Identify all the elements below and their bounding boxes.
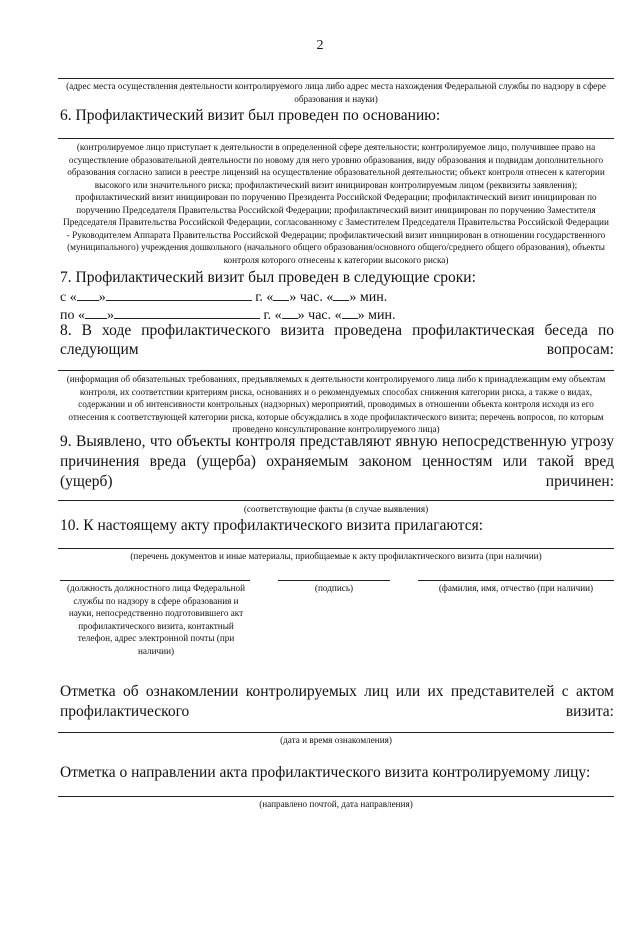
familiarization-caption: (дата и время ознакомления) [280, 735, 392, 745]
section-10-heading: 10. К настоящему акту профилактического визита прилагаются: [60, 517, 484, 534]
sending-line [58, 796, 614, 797]
name-caption: (фамилия, имя, отчество (при наличии) [438, 583, 594, 593]
familiarization-line [58, 732, 614, 733]
to-minute-mark: » мин. [357, 308, 396, 323]
section-9-caption: (соответствующие факты (в случае выявления) [243, 504, 429, 514]
position-caption: (должность должностного лица Федеральной службы по надзору в сфере образования и науки, непосредственно подготовившего акт профилактического визита, контактный телефон, адрес электронной почты (при наличии) [66, 583, 246, 656]
from-minute-field[interactable] [333, 287, 349, 301]
from-minute-mark: » мин. [349, 290, 388, 305]
from-year-mark: г. « [255, 290, 274, 305]
sending-heading: Отметка о направлении акта профилактического визита контролируемому лицу: [60, 764, 591, 781]
to-hour-mark: » час. « [297, 308, 342, 323]
section-10-caption: (перечень документов и иные материалы, приобщаемые к акту профилактического визита (при наличии) [130, 551, 542, 561]
address-caption: (адрес места осуществления деятельности контролируемого лица либо адрес места нахождения Федеральной службы по надзору в сфере образования и науки) [66, 81, 606, 104]
sending-caption: (направлено почтой, дата направления) [259, 799, 413, 809]
section-9-line [58, 500, 614, 501]
signature-line [278, 580, 390, 581]
from-quote: » [98, 290, 106, 305]
to-prefix: по « [60, 308, 85, 323]
from-month-year-field[interactable] [106, 287, 252, 301]
name-line [418, 580, 614, 581]
signature-caption: (подпись) [314, 583, 354, 593]
from-hour-mark: » час. « [289, 290, 334, 305]
period-from-row [60, 287, 387, 307]
section-10-line [58, 548, 614, 549]
section-6-line [58, 138, 614, 139]
familiarization-heading: Отметка об ознакомлении контролируемых лиц или их представителей с актом профилактического визита: [60, 683, 614, 720]
to-day-field[interactable] [85, 305, 107, 319]
section-7-heading: 7. Профилактический визит был проведен в следующие сроки: [60, 269, 476, 286]
to-minute-field[interactable] [342, 305, 358, 319]
to-month-year-field[interactable] [114, 305, 260, 319]
address-line [58, 78, 614, 79]
to-year-mark: г. « [263, 308, 282, 323]
section-8-line [58, 370, 614, 371]
position-line [60, 580, 250, 581]
from-prefix: с « [60, 290, 77, 305]
from-day-field[interactable] [77, 287, 99, 301]
section-6-caption: (контролируемое лицо приступает к деятельности в определенной сфере деятельности; контролируемое лицо, получившее право на осуществление образовательной деятельности по новому для него уровню образования, виду образования и подвидам дополнительного образования согласно записи в реестре лицензий на осуществление образовательной деятельности; объект контроля отнесен к категории высокого или значительного риска; профилактический визит инициирован контролируемым лицом (реквизиты заявления); профилактический визит инициирован по поручению Президента Российской Федерации; профилактический визит инициирован по поручению Председателя Правительства Российской Федерации; профилактический визит инициирован по поручению Заместителя Председателя Правительства Российской Федерации, согласованному с Заместителем Председателя Правительства Российской Федерации - Руководителем Аппарата Правительства Российской Федерации; профилактический визит инициирован в отношении государственного (муниципального) учреждения дошкольного (начального общего образования/основного общего/среднего общего образования), объекты контроля которого отнесены к категории высокого риска) [63, 142, 609, 265]
page-number: 2 [316, 38, 324, 53]
section-8-heading: 8. В ходе профилактического визита проведена профилактическая беседа по следующим вопросам: [60, 322, 614, 358]
from-hour-field[interactable] [273, 287, 289, 301]
section-6-heading: 6. Профилактический визит был проведен по основанию: [60, 107, 441, 124]
section-9-heading: 9. Выявлено, что объекты контроля представляют явную непосредственную угрозу причинения вреда (ущерба) охраняемым законом ценностям или такой вред (ущерб) причинен: [60, 433, 614, 490]
to-hour-field[interactable] [282, 305, 298, 319]
section-8-caption: (информация об обязательных требованиях, предъявляемых к деятельности контролируемого лица либо к принадлежащим ему объектам контроля, их соответствии критериям риска, основаниях и о рекомендуемых способах снижения категории риска, а также о видах, содержании и об интенсивности контрольных (надзорных) мероприятий, проводимых в отношении объекта контроля исходя из его отнесения к соответствующей категории риска, которые обсуждались в ходе профилактического визита; перечень вопросов, по которым проведено консультирование контролируемого лица) [66, 374, 606, 434]
to-quote: » [107, 308, 114, 323]
